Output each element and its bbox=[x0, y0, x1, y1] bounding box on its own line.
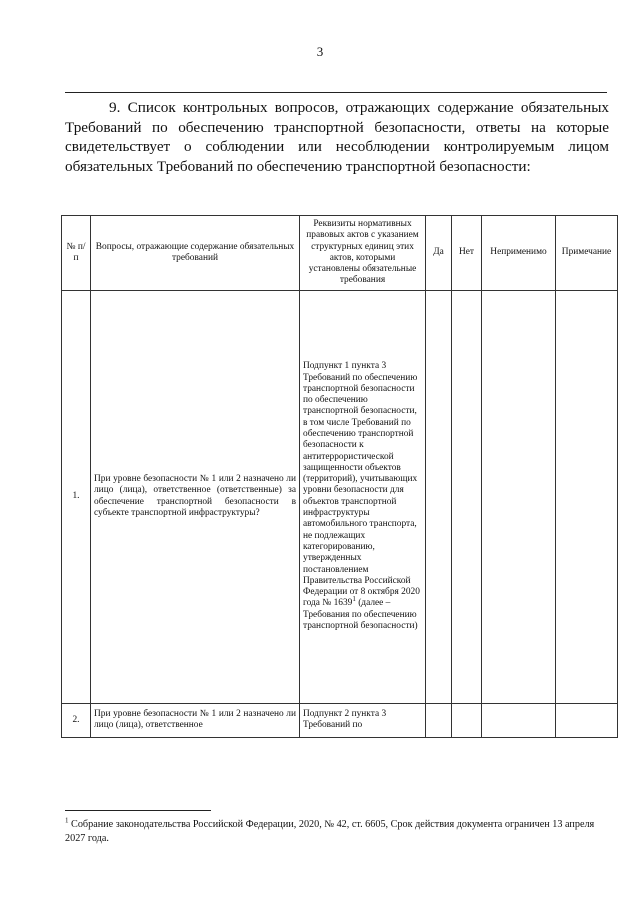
footnote bbox=[65, 818, 609, 846]
cell-note bbox=[556, 703, 618, 737]
header-num: № п/п bbox=[62, 216, 91, 291]
cell-na bbox=[482, 703, 556, 737]
header-question: Вопросы, отражающие содержание обязательных требований bbox=[91, 216, 300, 291]
row-question: При уровне безопасности № 1 или 2 назначено ли лицо (лица), ответственное (ответственные) за обеспечение транспортной безопасности в субъекте транспортной инфраструктуры? bbox=[91, 290, 300, 703]
top-rule bbox=[65, 92, 607, 93]
footnote-text: Собрание законодательства Российской Федерации, 2020, № 42, ст. 6605, Срок действия документа ограничен 13 апреля 2027 года. bbox=[65, 819, 595, 844]
cell-na bbox=[482, 290, 556, 703]
table-header-row bbox=[62, 216, 618, 291]
header-no: Нет bbox=[452, 216, 482, 291]
row-acts bbox=[300, 290, 426, 703]
cell-yes bbox=[426, 703, 452, 737]
row-number: 1. bbox=[62, 290, 91, 703]
cell-no bbox=[452, 290, 482, 703]
cell-no bbox=[452, 703, 482, 737]
row-question: При уровне безопасности № 1 или 2 назначено ли лицо (лица), ответственное bbox=[91, 703, 300, 737]
requirements-table bbox=[61, 215, 618, 738]
row-acts: Подпункт 2 пункта 3 Требований по bbox=[300, 703, 426, 737]
header-na: Неприменимо bbox=[482, 216, 556, 291]
cell-yes bbox=[426, 290, 452, 703]
page-number: 3 bbox=[316, 44, 324, 59]
row-number: 2. bbox=[62, 703, 91, 737]
footnote-marker: 1 bbox=[65, 816, 69, 825]
row-acts-text: Подпункт 1 пункта 3 Требований по обеспечению транспортной безопасности по обеспечению транспортной безопасности, в том числе Требований по обеспечению транспортной безопасности к антитеррористической защищенности объектов (территорий), учитывающих уровни безопасности для объектов транспортной инфраструктуры автомобильного транспорта, не подлежащих категорированию, утвержденных постановлением Правительства Российской Федерации от 8 октября 2020 года № 1639 bbox=[303, 361, 420, 609]
section-heading: 9. Список контрольных вопросов, отражающих содержание обязательных Требований по обеспечению транспортной безопасности, ответы на которые свидетельствует о соблюдении или несоблюдении контролируемым лицом обязательных Требований по обеспечению транспортной безопасности: bbox=[65, 99, 609, 175]
table-row bbox=[62, 703, 618, 737]
header-acts: Реквизиты нормативных правовых актов с указанием структурных единиц этих актов, которыми установлены обязательные требования bbox=[300, 216, 426, 291]
footnote-ref: 1 bbox=[352, 595, 356, 604]
cell-note bbox=[556, 290, 618, 703]
table-row bbox=[62, 290, 618, 703]
footnote-rule bbox=[65, 810, 211, 811]
header-yes: Да bbox=[426, 216, 452, 291]
row-acts-text-cont: (далее – Требования по обеспечению транспортной безопасности) bbox=[303, 598, 418, 632]
header-note: Примечание bbox=[556, 216, 618, 291]
